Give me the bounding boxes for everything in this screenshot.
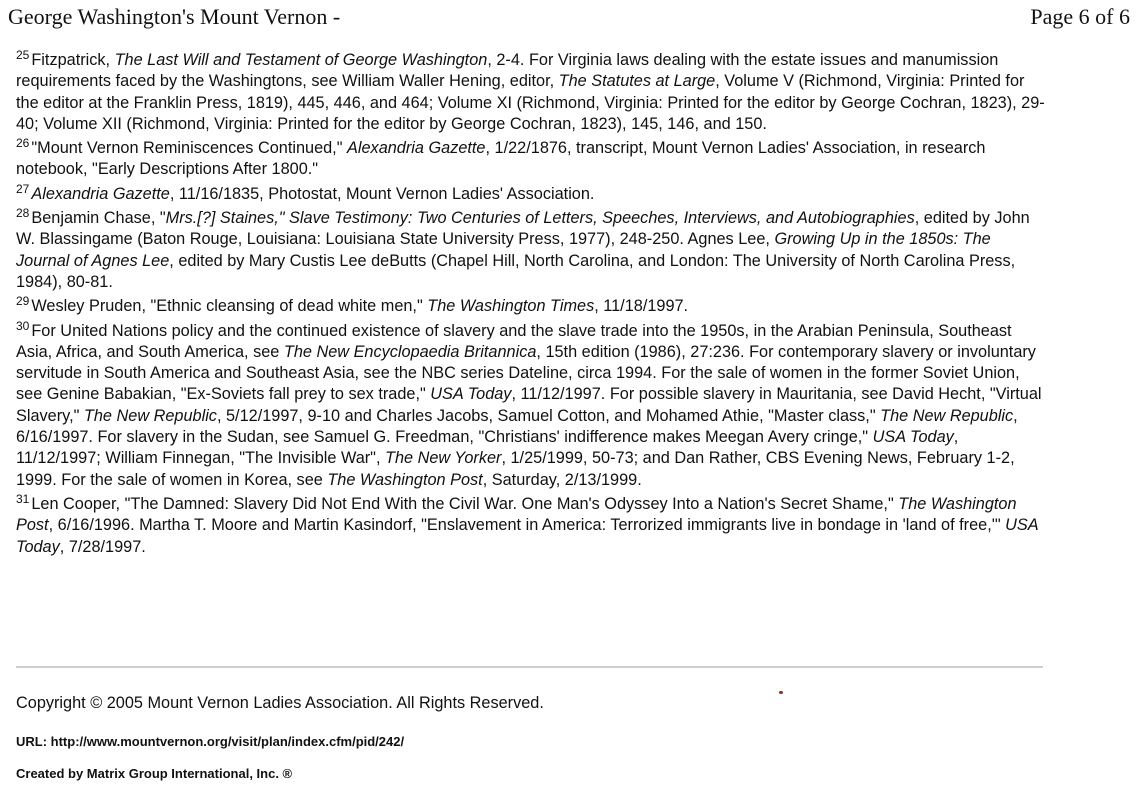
endnote-title: The Washington Post [16,494,1017,535]
credits: Created by Matrix Group International, Inc. ® [16,766,293,781]
endnote-text: , 1/25/1999, 50-73; and Dan Rather, CBS Evening News, February 1-2, 1999. For the sale of women in Korea, see [16,449,1015,489]
endnote-text: , 6/16/1996. Martha T. Moore and Martin Kasindorf, "Enslavement in America: Terrorized immigrants live in bondage in 'land of free,'" [48,516,1006,535]
endnote-number: 30 [16,318,30,333]
endnote-title: The New Republic [880,406,1014,425]
endnote-title: The Washington Times [427,297,595,316]
endnote-number: 26 [16,136,30,151]
endnote-text: , 6/16/1997. For slavery in the Sudan, see Samuel G. Freedman, "Christians' indifference makes Meegan Avery cringe," [16,406,1018,447]
page-header [8,4,1132,34]
endnote-text: , 7/28/1997. [59,537,146,556]
endnote-text: Len Cooper, "The Damned: Slavery Did Not End With the Civil War. One Man's Odyssey Into a Nation's Secret Shame," [31,494,899,513]
endnote-text: Benjamin Chase, " [31,209,166,228]
scan-speck [779,691,783,694]
endnote-title: The New Yorker [385,449,502,468]
endnote-text: "Mount Vernon Reminiscences Continued," [31,139,348,158]
endnote-number: 31 [16,491,30,506]
endnote-text: For United Nations policy and the continued existence of slavery and the slave trade into the 1950s, in the Arabian Peninsula, Southeast Asia, Africa, and South America, see [16,321,1012,361]
page-number: Page 6 of 6 [1030,4,1130,29]
endnote-title: Alexandria Gazette [347,139,486,158]
endnote [16,181,1046,205]
endnote-number: 29 [16,294,30,309]
endnote [16,491,1046,558]
endnote-title: USA Today [872,428,954,447]
endnote-text: Wesley Pruden, "Ethnic cleansing of dead white men," [31,297,428,316]
divider [16,666,1043,668]
endnote-title: Alexandria Gazette [31,184,170,203]
endnote-text: , edited by John W. Blassingame (Baton Rouge, Louisiana: Louisiana State University Press, 1977), 248-250. Agnes Lee, [16,209,1030,249]
endnote-number: 25 [16,48,30,62]
endnote [16,318,1046,491]
endnote-text: , Volume V (Richmond, Virginia: Printed for the editor at the Franklin Press, 1819), 445, 446, and 464; Volume XI (Richmond, Virginia: Printed for the editor by George Cochran, 1823), 29-40; Volume XII (Richmond, Virginia: Printed for the editor by George Cochran, 1823), 145, 146, and 150. [16,72,1045,133]
page-url: URL: http://www.mountvernon.org/visit/plan/index.cfm/pid/242/ [16,734,405,749]
endnote-text: , 11/12/1997. For possible slavery in Mauritania, see David Hecht, "Virtual Slavery," [16,385,1042,425]
endnote-text: , 11/18/1997. [594,297,689,316]
page-title: George Washington's Mount Vernon - [8,4,341,29]
endnote-text: , 2-4. For Virginia laws dealing with the estate issues and manumission requirements faced by the Washingtons, see William Waller Hening, editor, [16,51,999,91]
endnote-title: The Statutes at Large [558,72,716,91]
endnote-number: 28 [16,206,30,221]
endnote-title: The New Encyclopaedia Britannica [283,342,537,361]
endnote-text: Fitzpatrick, [31,51,115,69]
endnote-title: Growing Up in the 1850s: The Journal of Agnes Lee [16,230,991,270]
endnote-text: , 15th edition (1986), 27:236. For contemporary slavery or involuntary servitude in South America and Southeast Asia, see the NBC series Dateline, circa 1994. For the sale of women in the former Soviet Union, see Genine Babakian, "Ex-Soviets fall prey to sex trade," [16,342,1036,404]
endnote-text: , Saturday, 2/13/1999. [482,470,642,489]
endnote-title: USA Today [16,516,1039,556]
copyright-notice: Copyright © 2005 Mount Vernon Ladies Association. All Rights Reserved. [16,694,544,712]
endnote-text: , 11/12/1997; William Finnegan, "The Invisible War", [16,428,959,468]
endnote [16,296,1046,317]
endnote-title: Mrs.[?] Staines," Slave Testimony: Two Centuries of Letters, Speeches, Interviews, and Autobiographies [165,209,915,228]
endnote [16,50,1046,135]
endnote-number: 27 [16,181,30,196]
endnote-text: , edited by Mary Custis Lee deButts (Chapel Hill, North Carolina, and London: The University of North Carolina Press, 1984), 80-81. [16,251,1016,291]
endnote-title: The Last Will and Testament of George Washington [114,51,488,69]
endnote-title: USA Today [430,385,512,404]
endnote-text: , 5/12/1997, 9-10 and Charles Jacobs, Samuel Cotton, and Mohamed Athie, "Master class," [216,406,881,425]
endnote [16,138,1046,181]
endnotes [16,50,1046,561]
endnote [16,208,1046,293]
endnote-title: The Washington Post [327,470,483,489]
endnote-title: The New Republic [83,406,217,425]
endnote-text: , 1/22/1876, transcript, Mount Vernon Ladies' Association, in research notebook, "Early Descriptions After 1800." [16,139,986,179]
endnote-text: , 11/16/1835, Photostat, Mount Vernon Ladies' Association. [169,184,595,203]
